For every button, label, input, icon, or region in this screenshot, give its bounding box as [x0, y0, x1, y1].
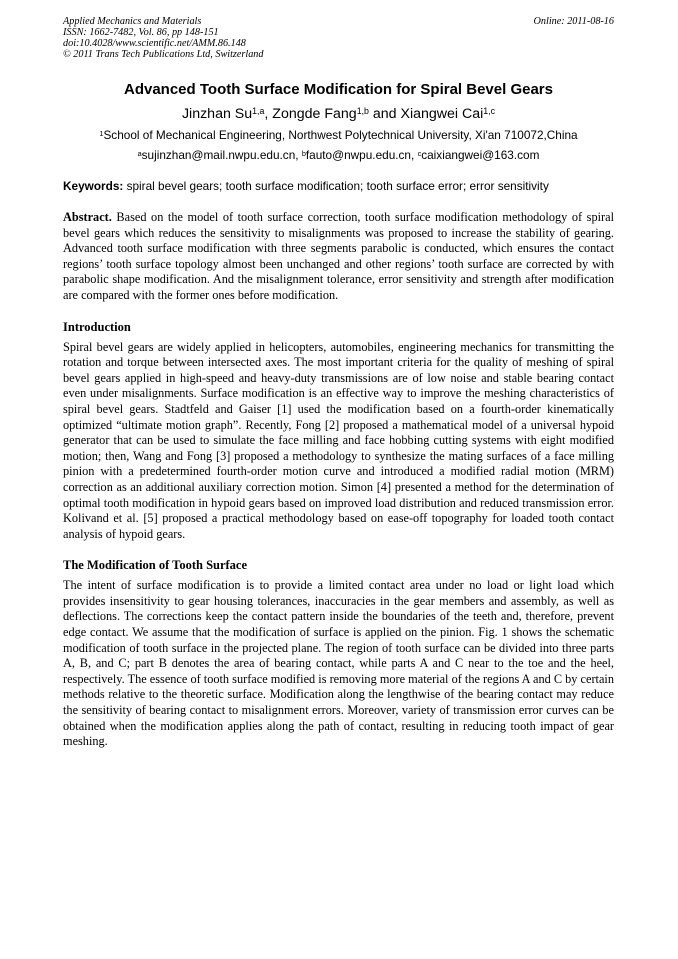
doi-line: doi:10.4028/www.scientific.net/AMM.86.148: [63, 38, 246, 49]
email-separator: ,: [295, 148, 302, 162]
author-name: Jinzhan Su: [181, 106, 253, 122]
keywords-label: Keywords:: [63, 179, 124, 193]
keywords: [63, 179, 614, 193]
email-address: caixiangwei@163.com: [421, 148, 540, 162]
email-separator: ,: [411, 148, 418, 162]
abstract: [63, 210, 614, 304]
online-date: Online: 2011-08-16: [533, 16, 614, 27]
affiliation: [63, 128, 614, 142]
section-heading-introduction: Introduction: [63, 319, 131, 334]
journal-name: Applied Mechanics and Materials: [63, 16, 202, 27]
author-superscript: 1,a: [252, 106, 265, 117]
copyright-line: © 2011 Trans Tech Publications Ltd, Switzerland: [63, 49, 264, 60]
section-heading-modification: The Modification of Tooth Surface: [63, 558, 248, 573]
modification-paragraph: The intent of surface modification is to provide a limited contact area under no load or light load which provides insensitivity to gear housing tolerances, inaccuracies in the gear members and assembly, as well as deflections. The corrections keep the contact pattern inside the boundaries of the teeth and, therefore, prevent edge contact. We assume that the modification of surface is applied on the pinion. Fig. 1 shows the schematic modification of tooth surface in the projected plane. The region of tooth surface can be divided into three parts A, B, and C; part B denotes the area of bearing contact, while parts A and C near to the toe and the heel, respectively. The essence of tooth surface modified is removing more material of the regions A and C by certain methods relative to the theoretic surface. Modification along the lengthwise of the bearing contact may reduce the sensitivity of bearing contact to misalignment errors. Moreover, variety of transmission error curves can be obtained when the modification applies along the path of contact, resulting in reducing tooth impact of gear meshing.: [63, 578, 614, 749]
author-list: [63, 106, 614, 122]
author-superscript: 1,b: [356, 106, 369, 117]
abstract-label: Abstract.: [63, 210, 112, 224]
author-superscript: 1,c: [483, 106, 496, 117]
abstract-text: Based on the model of tooth surface correction, tooth surface modification methodology of spiral bevel gears which reduces the sensitivity to misalignments was proposed to increase the stability of gearing. Advanced tooth surface modification with three segments parabolic is conducted, which ensures the contact regions’ tooth surface topology almost been unchanged and other regions’ tooth surface are corrected by with parabolic shape modification. And the misalignment tolerance, error sensitivity and strength after modification are compared with the former ones before modification.: [63, 210, 614, 302]
paper-title: Advanced Tooth Surface Modification for Spiral Bevel Gears: [124, 81, 553, 98]
author-name: Xiangwei Cai: [400, 106, 484, 122]
author-name: Zongde Fang: [272, 106, 357, 122]
affiliation-superscript: 1: [99, 128, 104, 138]
introduction-paragraph: Spiral bevel gears are widely applied in helicopters, automobiles, engineering mechanics for transmitting the rotation and torque between intersected axes. The most important criteria for the quality of meshing of spiral bevel gears applied in high-speed and heavy-duty transmissions are of low noise and stable bearing contact even under misalignments. Surface modification is an effective way to improve the meshing characteristics of spiral bevel gears. Stadtfeld and Gaiser [1] used the modification based on a fourth-order kinematically optimized “ultimate motion graph”. Recently, Fong [2] proposed a mathematical model of a universal hypoid generator that can be used to simulate the face milling and face hobbing cutting systems with eight modified motion; then, Wang and Fong [3] proposed a methodology to synthesize the mating surfaces of a face milling pinion with a predetermined fourth-order motion curve and introduced a modified radial motion (MRM) correction as an additional auxiliary correction motion. Simon [4] presented a method for the determination of optimal tooth modification in hypoid gears based on improved load distribution and reduced transmission error. Kolivand et al. [5] proposed a practical methodology based on ease-off topography for loaded tooth contact analysis of hypoid gears.: [63, 339, 614, 541]
email-address: fauto@nwpu.edu.cn: [305, 148, 411, 162]
email-superscript: a: [137, 148, 142, 158]
paper-page: [63, 16, 614, 750]
issn-line: ISSN: 1662-7482, Vol. 86, pp 148-151: [63, 27, 219, 38]
email-superscript: b: [301, 148, 306, 158]
author-separator: and: [368, 106, 401, 122]
email-list: [63, 148, 614, 162]
email-superscript: c: [417, 148, 422, 158]
journal-header: [63, 16, 614, 60]
email-address: sujinzhan@mail.nwpu.edu.cn: [141, 148, 296, 162]
author-separator: ,: [264, 106, 273, 122]
affiliation-text: School of Mechanical Engineering, Northwest Polytechnical University, Xi'an 710072,China: [103, 128, 578, 142]
keywords-text: spiral bevel gears; tooth surface modification; tooth surface error; error sensitivity: [123, 179, 549, 193]
publication-info: [63, 16, 263, 60]
